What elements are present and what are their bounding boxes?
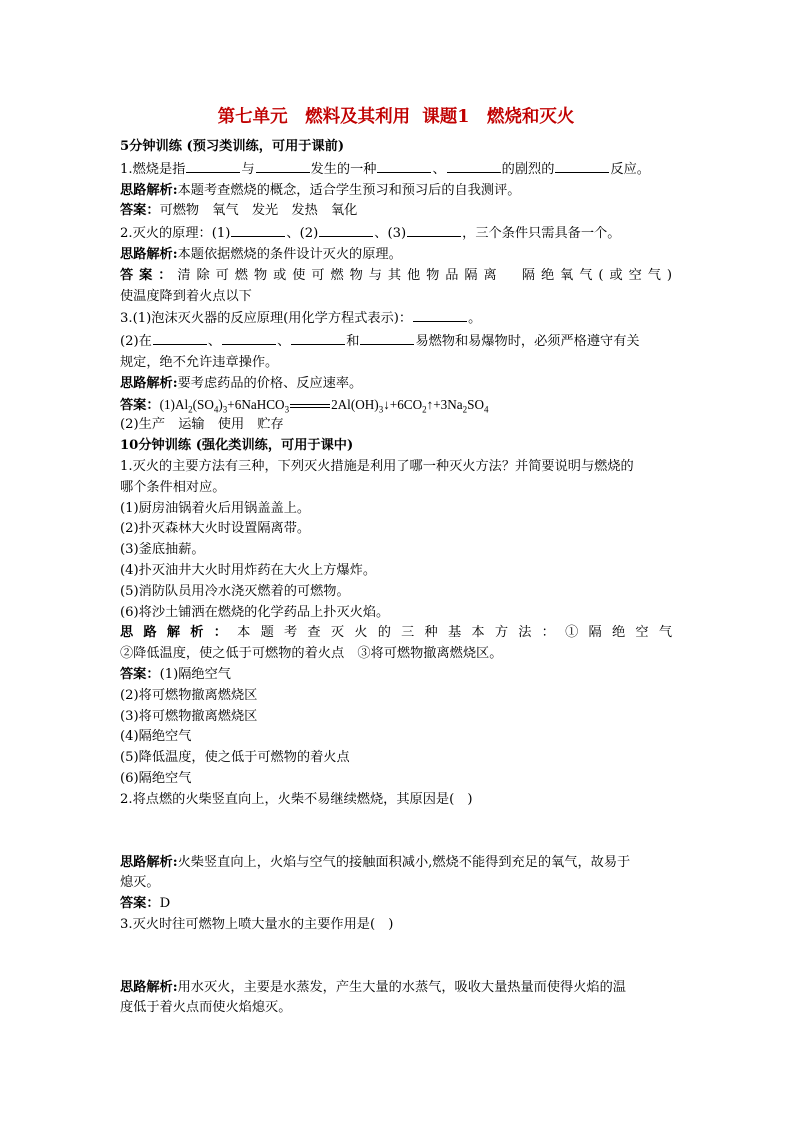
eq-part: 2Al(OH): [331, 396, 379, 412]
q1-analysis: [120, 181, 672, 202]
q2-text-1: 2.灭火的原理：(1): [120, 226, 231, 242]
p2-analysis-line-1: [120, 853, 672, 874]
eq-sub: 2: [462, 404, 468, 415]
analysis-text: 火柴竖直向上，火焰与空气的接触面积减小,燃烧不能得到充足的氧气，故易于: [177, 854, 631, 870]
spacer: [120, 936, 672, 978]
answer-blank: [447, 158, 501, 173]
answer-blank: [291, 330, 345, 345]
eq-part: (SO: [192, 396, 214, 412]
analysis-text: 本题考查燃烧的概念，适合学生预习和预习后的自我测评。: [177, 182, 521, 198]
q2-answer-line-1: [120, 266, 672, 287]
analysis-text: 要考虑药品的价格、反应速率。: [177, 375, 363, 391]
question-3-2-line-2: 规定，绝不允许违章操作。: [120, 354, 279, 370]
eq-sub: 2: [188, 404, 193, 415]
analysis-label: 思路解析：: [120, 625, 238, 641]
answer-label: 答案：: [120, 396, 160, 412]
p1-answer: [120, 665, 672, 686]
answer-blank: [319, 222, 373, 237]
analysis-label: 思路解析:: [120, 854, 178, 870]
q1-text-6: 反应。: [610, 161, 650, 177]
answer-text: D: [159, 896, 171, 912]
answer-blank: [377, 158, 431, 173]
equals-double-line: [290, 404, 330, 408]
question-3-1: [120, 307, 672, 330]
problem-1-item: (3)釜底抽薪。: [120, 542, 205, 558]
answer-blank: [555, 158, 609, 173]
analysis-label: 思路解析:: [120, 246, 178, 262]
eq-part: +6NaHCO: [227, 396, 285, 412]
document-page: [120, 105, 672, 1019]
answer-blank: [153, 330, 207, 345]
answer-label: 答案：: [120, 666, 160, 682]
q3-2-text-5: 易燃物和易爆物时，必须严格遵守有关: [415, 334, 640, 350]
q2-analysis: [120, 245, 672, 266]
section-heading-10min: 10分钟训练 (强化类训练，可用于课中): [120, 438, 354, 454]
p1-answer-item: (5)降低温度，使之低于可燃物的着火点: [120, 750, 350, 766]
eq-sub: 3: [284, 404, 290, 415]
q2-answer-line-2: 使温度降到着火点以下: [120, 288, 252, 304]
q3-2-text-3: 、: [277, 334, 291, 350]
eq-part: ↓+6CO: [383, 396, 423, 412]
section-heading-5min: 5分钟训练 (预习类训练，可用于课前): [120, 139, 345, 154]
problem-1-item: (2)扑灭森林大火时设置隔离带。: [120, 521, 311, 537]
q1-text-3: 发生的一种: [310, 161, 377, 177]
answer-label: 答案：: [120, 267, 178, 283]
page-title: 第七单元 燃料及其利用 课题1 燃烧和灭火: [217, 107, 575, 127]
eq-part: (1)Al: [159, 396, 189, 412]
answer-blank: [407, 222, 461, 237]
eq-part: ↑+3Na: [426, 396, 463, 412]
q2-text-3: 、(3): [374, 226, 407, 242]
q3-2-text-4: 和: [346, 334, 360, 350]
analysis-label: 思路解析:: [120, 182, 178, 198]
answer-text: 可燃物 氧气 发光 发热 氧化: [159, 203, 358, 219]
answer-blank: [231, 222, 285, 237]
problem-3: 3.灭火时往可燃物上喷大量水的主要作用是( ): [120, 916, 394, 932]
p1-answer-item: (4)隔绝空气: [120, 729, 192, 745]
question-3-2: [120, 330, 672, 353]
p2-answer: [120, 894, 672, 915]
answer-text: (1)隔绝空气: [159, 666, 231, 682]
answer-label: 答案：: [120, 896, 160, 912]
problem-1-line-1: 1.灭火的主要方法有三种，下列灭火措施是利用了哪一种灭火方法？并简要说明与燃烧的: [120, 458, 634, 474]
problem-1-item: (6)将沙土铺洒在燃烧的化学药品上扑灭火焰。: [120, 604, 390, 620]
analysis-text: 本题考查灭火的三种基本方法：①隔绝空气: [237, 625, 673, 641]
q3-2-text-2: 、: [207, 334, 222, 350]
analysis-label: 思路解析:: [120, 979, 178, 995]
q3-answer-2: (2)生产 运输 使用 贮存: [120, 417, 284, 433]
eq-part: SO: [467, 396, 485, 412]
p1-answer-item: (2)将可燃物撤离燃烧区: [120, 687, 258, 703]
answer-blank: [186, 158, 240, 173]
answer-blank: [413, 307, 467, 322]
answer-blank: [222, 330, 276, 345]
problem-1-item: (1)厨房油锅着火后用锅盖盖上。: [120, 500, 311, 516]
p3-analysis-line-1: [120, 978, 672, 999]
eq-sub: 3: [222, 404, 228, 415]
q2-text-2: 、(2): [286, 226, 319, 242]
problem-2: 2.将点燃的火柴竖直向上，火柴不易继续燃烧，其原因是( ): [120, 791, 473, 807]
q3-2-text-1: (2)在: [120, 334, 152, 350]
question-2: [120, 222, 672, 245]
q3-answer-equation: [120, 395, 672, 416]
problem-1-line-2: 哪个条件相对应。: [120, 479, 226, 495]
answer-blank: [256, 158, 310, 173]
analysis-label: 思路解析:: [120, 375, 178, 391]
q1-text-2: 与: [241, 161, 255, 177]
q1-text-5: 的剧烈的: [501, 161, 555, 177]
q2-text-4: ，三个条件只需具备一个。: [462, 226, 621, 242]
p1-answer-item: (3)将可燃物撤离燃烧区: [120, 708, 258, 724]
answer-blank: [360, 330, 414, 345]
problem-1-item: (5)消防队员用冷水浇灭燃着的可燃物。: [120, 583, 350, 599]
q3-text-2: 。: [468, 311, 482, 327]
eq-part: ): [218, 396, 223, 412]
answer-text: 清除可燃物或使可燃物与其他物品隔离 隔绝氧气(或空气): [177, 267, 672, 283]
eq-sub: 2: [422, 404, 427, 415]
q1-text-1: 1.燃烧是指: [120, 161, 186, 177]
answer-label: 答案：: [120, 203, 160, 219]
spacer: [120, 811, 672, 853]
eq-sub: 3: [378, 404, 384, 415]
q3-analysis: [120, 374, 672, 395]
p1-analysis-line-2: ②降低温度，使之低于可燃物的着火点 ③将可燃物撤离燃烧区。: [120, 646, 503, 662]
q3-text-1: 3.(1)泡沫灭火器的反应原理(用化学方程式表示)：: [120, 311, 413, 327]
p1-answer-item: (6)隔绝空气: [120, 770, 192, 786]
p1-analysis-line-1: [120, 623, 672, 644]
analysis-text: 用水灭火，主要是水蒸发，产生大量的水蒸气，吸收大量热量而使得火焰的温: [177, 979, 626, 995]
eq-sub: 4: [213, 404, 219, 415]
q1-answer: [120, 201, 672, 222]
p3-analysis-line-2: 度低于着火点而使火焰熄灭。: [120, 1000, 292, 1016]
eq-sub: 4: [484, 404, 489, 415]
question-1: [120, 158, 672, 181]
problem-1-item: (4)扑灭油井大火时用炸药在大火上方爆炸。: [120, 562, 377, 578]
p2-analysis-line-2: 熄灭。: [120, 875, 160, 891]
analysis-text: 本题依据燃烧的条件设计灭火的原理。: [177, 246, 402, 262]
q1-text-4: 、: [432, 161, 446, 177]
